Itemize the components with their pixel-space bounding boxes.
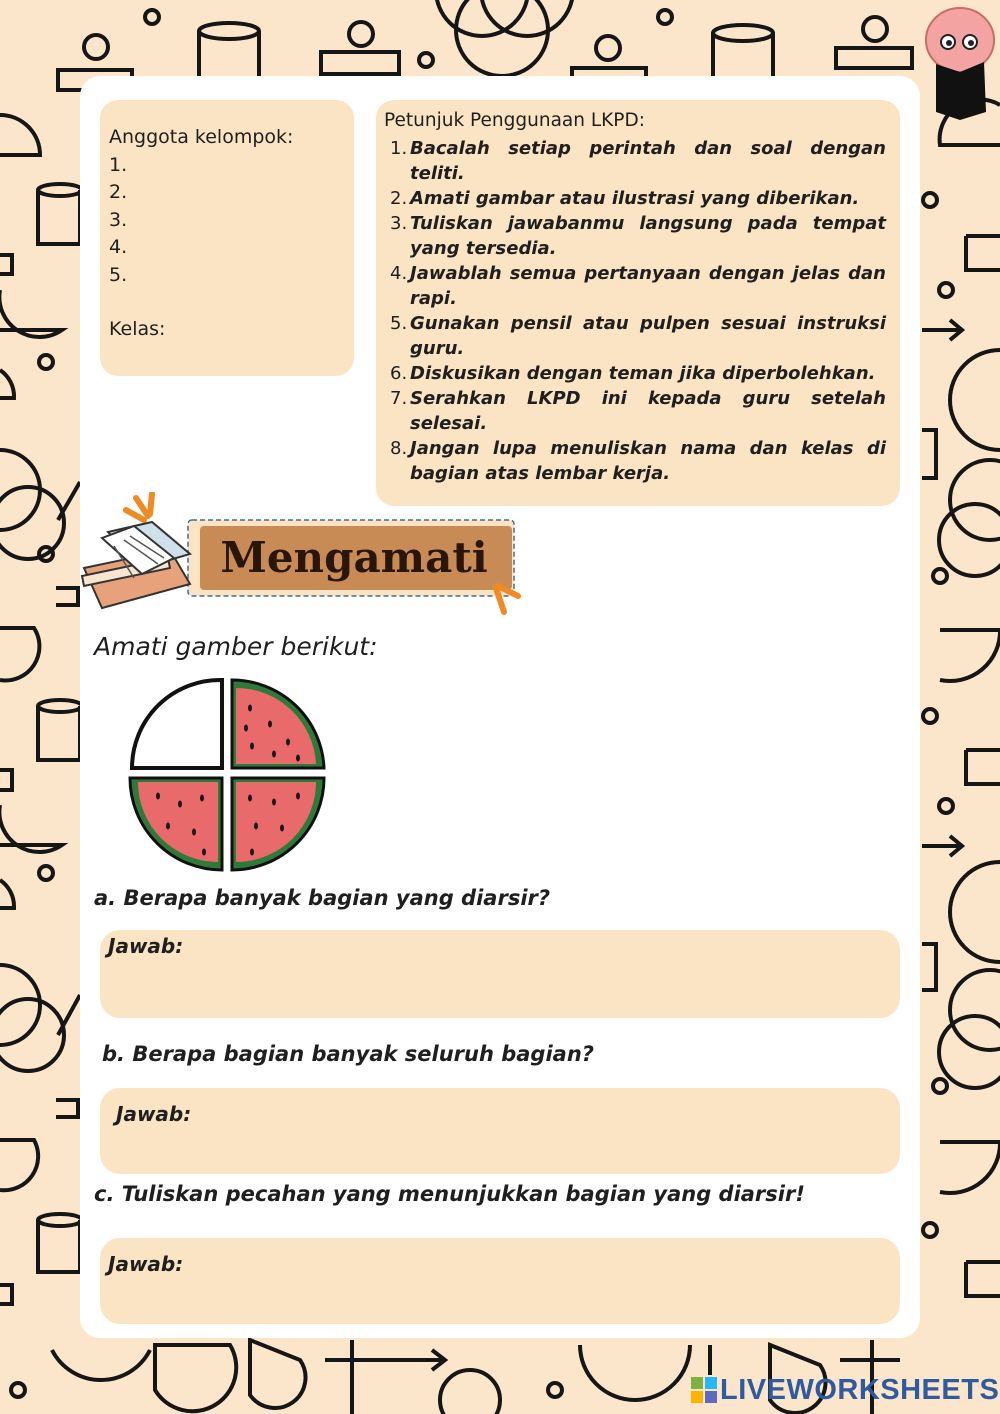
instruction-text: Bacalah setiap perintah dan soal dengan teliti. [410,138,886,184]
instruction-item [384,311,886,361]
member-line-5[interactable]: 5. [109,263,128,286]
instruction-text: Serahkan LKPD ini kepada guru setelah selesai. [410,388,886,434]
member-line-3[interactable]: 3. [109,208,128,231]
instruction-item [384,261,886,311]
instruction-text: Gunakan pensil atau pulpen sesuai instruksi guru. [410,313,886,359]
answer-label-a: Jawab: [108,934,184,958]
watermelon-quarters-icon [128,676,328,876]
group-members-panel [100,100,354,376]
brain-reading-mascot-icon [914,0,1000,120]
instruction-text: Tuliskan jawabanmu langsung pada tempat yang tersedia. [410,213,886,259]
brand-name: LIVEWORKSHEETS [720,1373,1000,1406]
answer-label-c: Jawab: [108,1252,184,1276]
members-title: Anggota kelompok: [109,126,294,148]
instruction-text: Jangan lupa menuliskan nama dan kelas di bagian atas lembar kerja. [410,438,886,484]
instruction-number: 8. [390,438,408,459]
answer-box-a[interactable] [100,930,900,1018]
instructions-list [384,136,886,486]
instruction-text: Amati gambar atau ilustrasi yang diberikan. [410,188,860,209]
answer-box-c[interactable] [100,1238,900,1324]
liveworksheets-icon [690,1375,718,1405]
question-c: c. Tuliskan pecahan yang menunjukkan bagian yang diarsir! [94,1182,805,1206]
instruction-item [384,361,886,386]
member-line-4[interactable]: 4. [109,236,128,258]
instruction-number: 7. [390,388,408,409]
member-line-1[interactable]: 1. [109,153,128,176]
question-a: a. Berapa banyak bagian yang diarsir? [94,886,551,910]
instruction-number: 6. [390,363,408,384]
question-b: b. Berapa bagian banyak seluruh bagian? [102,1042,594,1066]
observe-prompt: Amati gamber berikut: [94,632,378,661]
instruction-number: 2. [390,188,408,209]
answer-label-b: Jawab: [116,1102,192,1126]
instruction-number: 1. [390,138,408,159]
section-title: Mengamati [220,533,488,582]
answer-box-b[interactable] [100,1088,900,1174]
books-icon [82,522,190,608]
instruction-number: 3. [390,213,408,234]
instruction-item [384,186,886,211]
instruction-text: Jawablah semua pertanyaan dengan jelas dan rapi. [410,263,886,309]
instruction-item [384,436,886,486]
instruction-number: 5. [390,313,408,334]
instructions-panel [376,100,900,506]
instruction-text: Diskusikan dengan teman jika diperbolehkan. [410,363,876,384]
instructions-title: Petunjuk Penggunaan LKPD: [384,110,645,131]
instruction-item [384,211,886,261]
instruction-number: 4. [390,263,408,284]
liveworksheets-logo[interactable] [690,1372,999,1408]
instruction-item [384,386,886,436]
instruction-item [384,136,886,186]
member-line-2[interactable]: 2. [109,181,128,203]
class-label[interactable]: Kelas: [109,318,166,340]
